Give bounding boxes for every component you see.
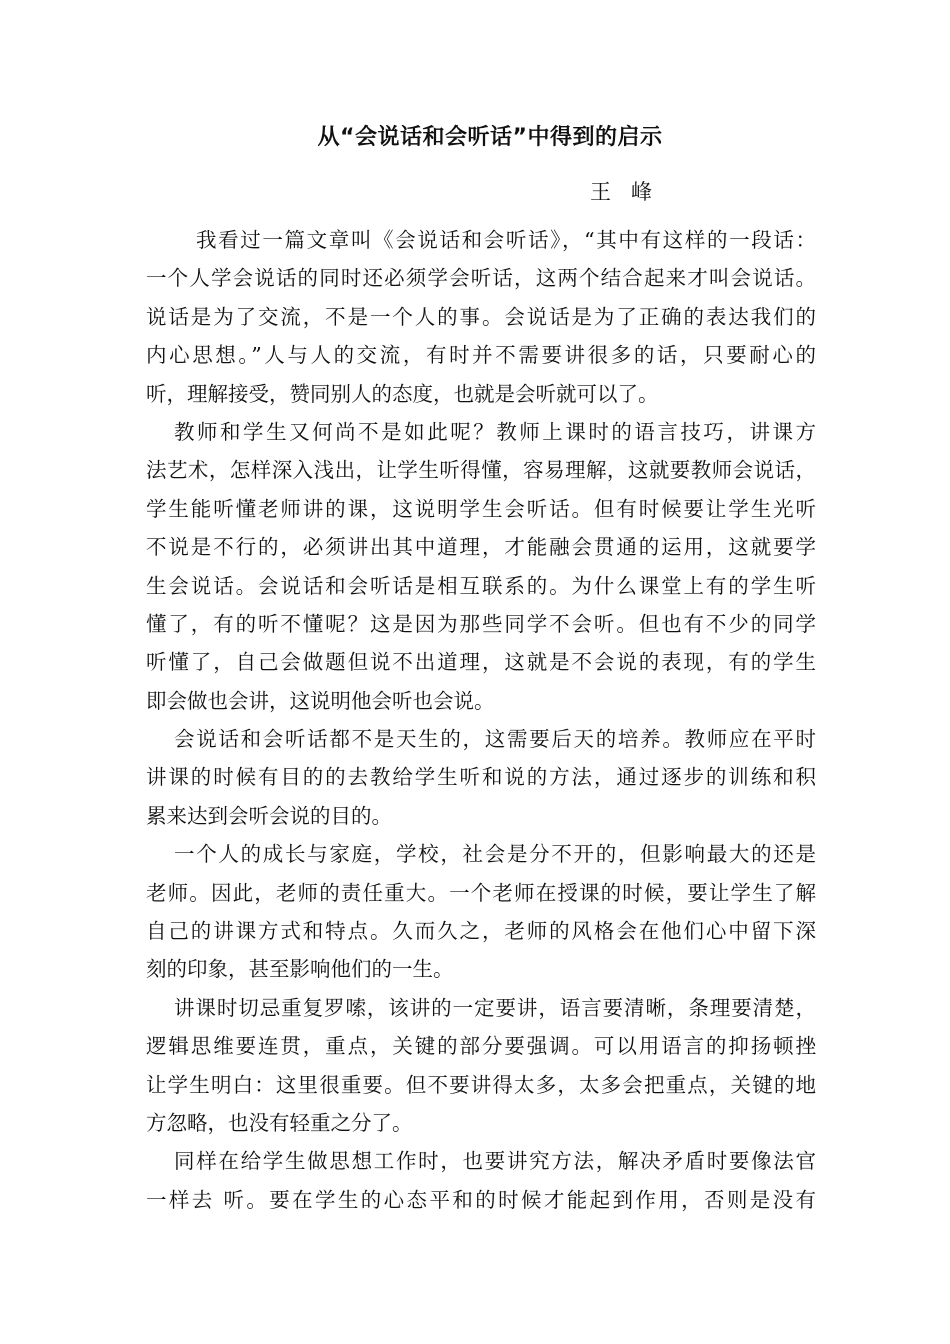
text-line: 学生能听懂老师讲的课，这说明学生会听话。但有时候要让学生光听	[146, 496, 816, 521]
paragraph	[146, 221, 816, 413]
text-line: 讲课时切忌重复罗嗦，该讲的一定要讲，语言要清晰，条理要清楚，	[174, 995, 816, 1020]
text-line: 同样在给学生做思想工作时，也要讲究方法，解决矛盾时要像法官	[174, 1149, 816, 1174]
text-line: 一个人学会说话的同时还必须学会听话，这两个结合起来才叫会说话。	[146, 266, 816, 291]
text-line: 逻辑思维要连贯，重点，关键的部分要强调。可以用语言的抑扬顿挫	[146, 1034, 816, 1059]
text-line: 刻的印象，甚至影响他们的一生。	[146, 957, 454, 982]
text-line: 一个人的成长与家庭，学校，社会是分不开的，但影响最大的还是	[174, 842, 816, 867]
text-line: 自己的讲课方式和特点。久而久之，老师的风格会在他们心中留下深	[146, 919, 816, 944]
text-line: 老师。因此，老师的责任重大。一个老师在授课的时候，要让学生了解	[146, 880, 816, 905]
text-line: 方忽略，也没有轻重之分了。	[146, 1110, 413, 1135]
document-body	[146, 221, 816, 1219]
paragraph	[146, 413, 816, 720]
text-line: 一样去 听。要在学生的心态平和的时候才能起到作用，否则是没有	[146, 1187, 816, 1212]
text-line: 懂了，有的听不懂呢？这是因为那些同学不会听。但也有不少的同学	[146, 611, 816, 636]
text-line: 即会做也会讲，这说明他会听也会说。	[146, 688, 495, 713]
text-line: 让学生明白：这里很重要。但不要讲得太多，太多会把重点，关键的地	[146, 1072, 816, 1097]
text-line: 教师和学生又何尚不是如此呢？教师上课时的语言技巧，讲课方	[174, 419, 816, 444]
text-line: 我看过一篇文章叫《会说话和会听话》，“其中有这样的一段话：	[196, 228, 816, 252]
text-line: 生会说话。会说话和会听话是相互联系的。为什么课堂上有的学生听	[146, 573, 816, 598]
paragraph	[146, 835, 816, 989]
text-line: 内心思想。”人与人的交流，有时并不需要讲很多的话，只要耐心的	[146, 343, 816, 368]
paragraph	[146, 989, 816, 1143]
document-author: 王峰	[590, 180, 672, 204]
text-line: 听，理解接受，赞同别人的态度，也就是会听就可以了。	[146, 381, 659, 406]
text-line: 听懂了，自己会做题但说不出道理，这就是不会说的表现，有的学生	[146, 650, 816, 675]
paragraph	[146, 1142, 816, 1219]
text-line: 法艺术，怎样深入浅出，让学生听得懂，容易理解，这就要教师会说话，	[146, 458, 816, 483]
document-title: 从“会说话和会听话”中得到的启示	[317, 125, 663, 150]
paragraph	[146, 720, 816, 835]
text-line: 说话是为了交流，不是一个人的事。会说话是为了正确的表达我们的	[146, 304, 816, 329]
text-line: 不说是不行的，必须讲出其中道理，才能融会贯通的运用，这就要学	[146, 535, 816, 560]
text-line: 累来达到会听会说的目的。	[146, 803, 392, 828]
text-line: 会说话和会听话都不是天生的，这需要后天的培养。教师应在平时	[174, 727, 816, 752]
text-line: 讲课的时候有目的的去教给学生听和说的方法，通过逐步的训练和积	[146, 765, 816, 790]
